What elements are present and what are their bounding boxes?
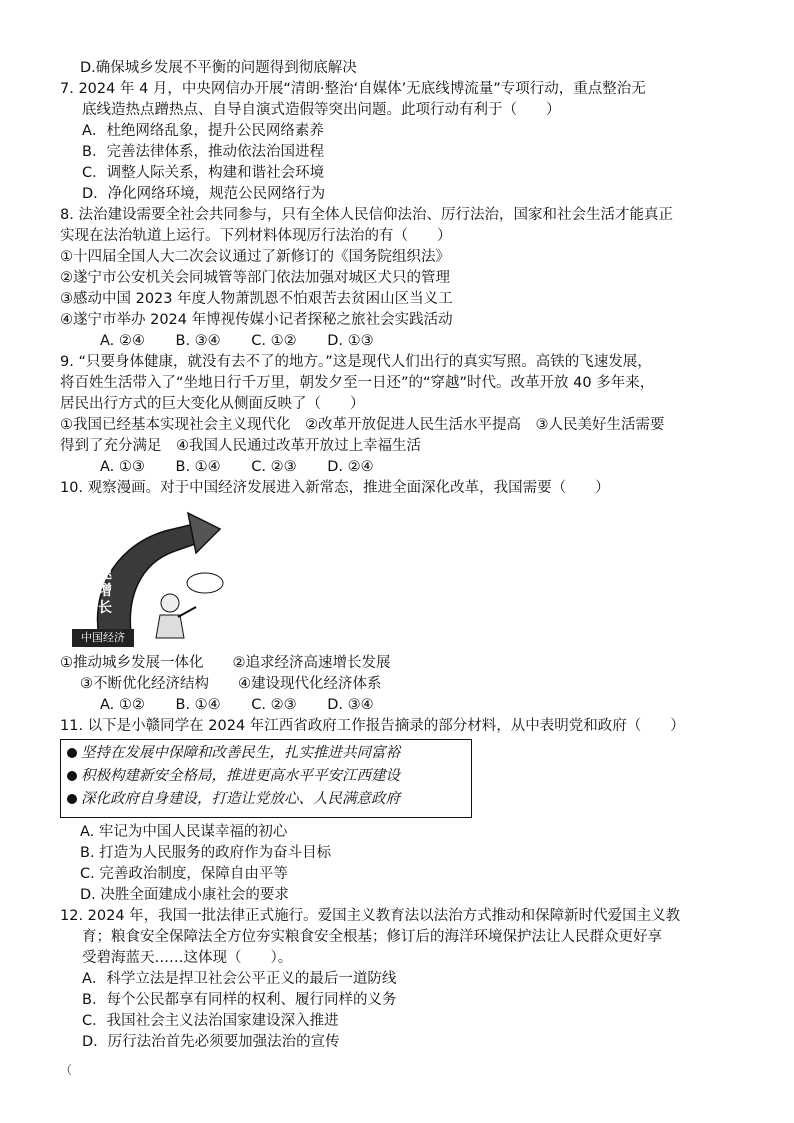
q12-stem-line-3: 受碧海蓝天……这体现（ ）。 bbox=[82, 950, 293, 966]
q9-item-line-1: ①我国已经基本实现社会主义现代化 ②改革开放促进人民生活水平提高 ③人民美好生活需要 bbox=[60, 417, 665, 433]
q7-option-b: B．完善法律体系，推动依法治国进程 bbox=[82, 144, 324, 160]
q8-stem-line-1: 8. 法治建设需要全社会共同参与，只有全体人民信仰法治、厉行法治，国家和社会生活才能真正 bbox=[60, 207, 673, 223]
q9-options bbox=[60, 457, 740, 478]
question-12 bbox=[60, 906, 740, 1053]
q8-item-4: ④遂宁市举办 2024 年博视传媒小记者探秘之旅社会实践活动 bbox=[60, 312, 453, 328]
q10-option-a: A. ①② bbox=[100, 697, 145, 713]
q12-option-c: C．我国社会主义法治国家建设深入推进 bbox=[82, 1013, 339, 1029]
q11-option-b: B. 打造为人民服务的政府作为奋斗目标 bbox=[80, 845, 332, 861]
q11-material-text: 积极构建新安全格局，推进更高水平平安江西建设 bbox=[81, 768, 400, 784]
q12-stem-line-1: 12. 2024 年，我国一批法律正式施行。爱国主义教育法以法治方式推动和保障新时代爱国主义教 bbox=[60, 908, 681, 924]
q9-option-c: C. ②③ bbox=[251, 459, 297, 475]
q8-item-2: ②遂宁市公安机关会同城管等部门依法加强对城区犬只的管理 bbox=[60, 270, 450, 286]
q9-option-d: D. ②④ bbox=[327, 459, 374, 475]
q10-option-d: D. ③④ bbox=[327, 697, 374, 713]
q7-option-d: D．净化网络环境，规范公民网络行为 bbox=[82, 186, 326, 202]
q11-option-a: A. 牢记为中国人民谋幸福的初心 bbox=[80, 824, 288, 840]
q8-option-a: A. ②④ bbox=[100, 333, 145, 349]
q11-material-item bbox=[67, 765, 465, 788]
cartoon-arrow-text: 高速增长 bbox=[98, 549, 112, 616]
q11-stem: 11. 以下是小赣同学在 2024 年江西省政府工作报告摘录的部分材料，从中表明党和政府（ ） bbox=[60, 718, 685, 734]
q9-stem-line-1: 9. “只要身体健康，就没有去不了的地方。”这是现代人们出行的真实写照。高铁的飞速发展， bbox=[60, 354, 652, 370]
q10-item-line-2: ③不断优化经济结构 ④建设现代化经济体系 bbox=[80, 676, 382, 692]
q9-option-a: A. ①③ bbox=[100, 459, 145, 475]
q11-material-item bbox=[67, 742, 465, 765]
q10-stem: 10. 观察漫画。对于中国经济发展进入新常态，推进全面深化改革，我国需要（ ） bbox=[60, 480, 610, 496]
q12-stem-line-2: 育；粮食安全保障法全方位夯实粮食安全根基；修订后的海洋环境保护法让人民群众更好享 bbox=[82, 929, 662, 945]
q8-item-3: ③感动中国 2023 年度人物萧凯恩不怕艰苦去贫困山区当义工 bbox=[60, 291, 453, 307]
q8-options bbox=[60, 331, 740, 352]
cartoon-label: 中国经济 bbox=[72, 629, 134, 647]
q12-option-d: D．厉行法治首先必须要加强法治的宣传 bbox=[82, 1034, 340, 1050]
q10-option-b: B. ①④ bbox=[175, 697, 221, 713]
q7-stem-line-2: 底线造热点蹭热点、自导自演式造假等突出问题。此项行动有利于（ ） bbox=[82, 102, 561, 118]
q6-option-d: D.确保城乡发展不平衡的问题得到彻底解决 bbox=[80, 60, 357, 76]
question-8 bbox=[60, 205, 740, 352]
q7-option-a: A．杜绝网络乱象，提升公民网络素养 bbox=[82, 123, 324, 139]
bullet-icon bbox=[67, 748, 77, 758]
bullet-icon bbox=[67, 771, 77, 781]
question-11 bbox=[60, 716, 740, 906]
q10-options bbox=[60, 695, 740, 716]
q8-item-1: ①十四届全国人大二次会议通过了新修订的《国务院组织法》 bbox=[60, 249, 450, 265]
q8-option-b: B. ③④ bbox=[175, 333, 221, 349]
q8-stem-line-2: 实现在法治轨道上运行。下列材料体现厉行法治的有（ ） bbox=[60, 228, 452, 244]
q12-option-a: A．科学立法是捍卫社会公平正义的最后一道防线 bbox=[82, 971, 397, 987]
q8-option-c: C. ①② bbox=[251, 333, 297, 349]
q7-option-c: C．调整人际关系，构建和谐社会环境 bbox=[82, 165, 325, 181]
economy-cartoon bbox=[70, 503, 230, 653]
q9-option-b: B. ①④ bbox=[175, 459, 221, 475]
q12-option-b: B．每个公民都享有同样的权利、履行同样的义务 bbox=[82, 992, 397, 1008]
q11-option-d: D. 决胜全面建成小康社会的要求 bbox=[80, 887, 289, 903]
exam-page bbox=[60, 58, 740, 1053]
q7-stem-line-1: 7. 2024 年 4 月，中央网信办开展“清朗·整治‘自媒体’无底线博流量”专项行动，重点整治无 bbox=[60, 81, 646, 97]
q11-material-box bbox=[60, 739, 472, 818]
q11-option-c: C. 完善政治制度，保障自由平等 bbox=[80, 866, 288, 882]
question-9 bbox=[60, 352, 740, 478]
q11-material-text: 深化政府自身建设，打造让党放心、人民满意政府 bbox=[81, 791, 400, 807]
q9-item-line-2: 得到了充分满足 ④我国人民通过改革开放过上幸福生活 bbox=[60, 438, 421, 454]
q9-stem-line-2: 将百姓生活带入了“坐地日行千万里，朝发夕至一日还”的“穿越”时代。改革开放 40 多年来， bbox=[60, 375, 655, 391]
bullet-icon bbox=[67, 794, 77, 804]
q11-material-item bbox=[67, 788, 465, 811]
q11-material-text: 坚持在发展中保障和改善民生，扎实推进共同富裕 bbox=[81, 745, 400, 761]
question-10 bbox=[60, 478, 740, 716]
page-footer-mark: （ bbox=[60, 1063, 73, 1077]
q9-stem-line-3: 居民出行方式的巨大变化从侧面反映了（ ） bbox=[60, 396, 365, 412]
question-7 bbox=[60, 79, 740, 205]
q8-option-d: D. ①③ bbox=[327, 333, 374, 349]
q10-option-c: C. ②③ bbox=[251, 697, 297, 713]
q10-item-line-1: ①推动城乡发展一体化 ②追求经济高速增长发展 bbox=[60, 655, 391, 671]
